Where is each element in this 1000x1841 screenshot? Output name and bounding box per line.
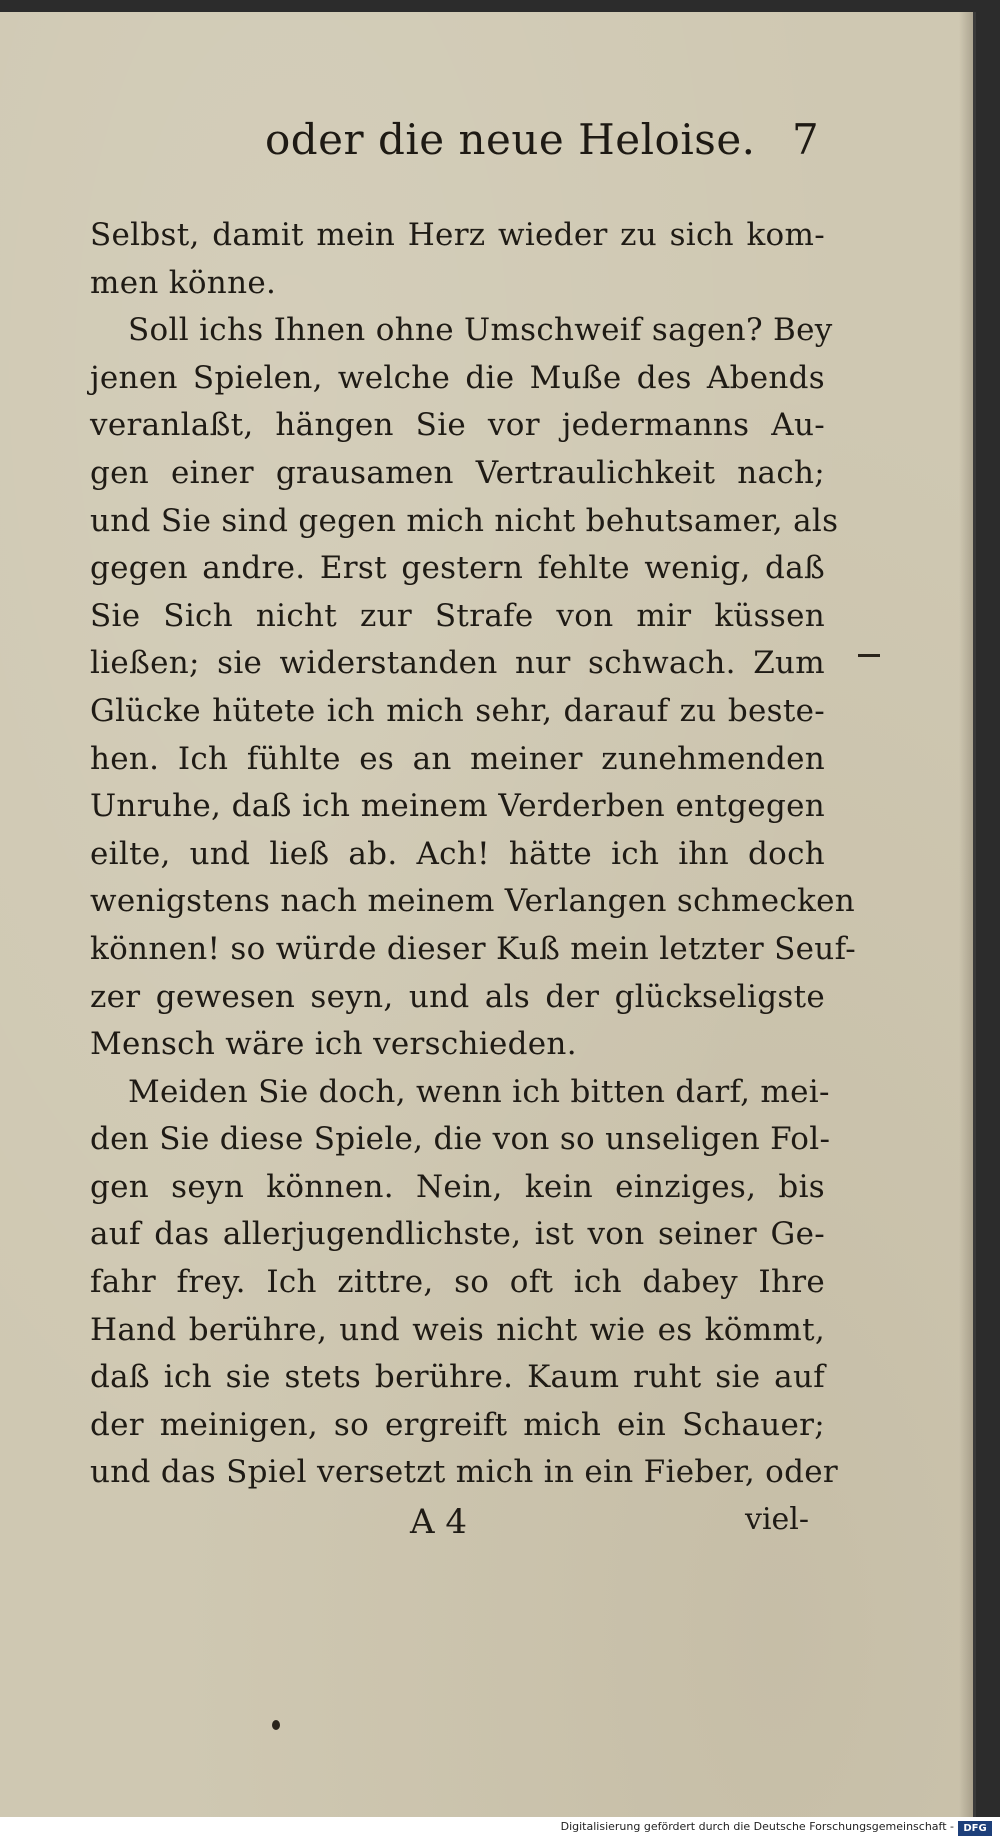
text-line: und Sie sind gegen mich nicht behutsamer, als [90,502,839,539]
text-line: hen. Ich fühlte es an meiner zunehmenden [90,740,825,777]
text-line: fahr frey. Ich zittre, so oft ich dabey Ihre [90,1264,825,1301]
text-line: eilte, und ließ ab. Ach! hätte ich ihn doch [90,835,825,872]
text-line: den Sie diese Spiele, die von so unseligen Fol- [90,1121,831,1158]
digitization-credit-bar [0,1817,1000,1841]
text-line: Glücke hütete ich mich sehr, darauf zu beste- [90,692,825,729]
book-page [0,12,976,1817]
text-line: können! so würde dieser Kuß mein letzter Seuf- [90,930,857,967]
page-header [0,115,976,175]
page-number: 7 [792,115,819,164]
digitization-credit: Digitalisierung gefördert durch die Deutsche Forschungsgemeinschaft - [560,1820,954,1833]
text-line: gen einer grausamen Vertraulichkeit nach; [90,454,825,491]
signature-mark: A 4 [410,1502,467,1542]
text-line: jenen Spielen, welche die Muße des Abends [90,359,825,396]
dfg-logo: DFG [958,1821,992,1836]
text-line: daß ich sie stets berühre. Kaum ruht sie auf [90,1359,825,1396]
text-line-paragraph-start: Meiden Sie doch, wenn ich bitten darf, mei- [128,1073,830,1110]
text-line: zer gewesen seyn, und als der glückseligste [90,978,825,1015]
text-line: Selbst, damit mein Herz wieder zu sich kom- [90,217,825,253]
text-line: gen seyn können. Nein, kein einziges, bis [90,1168,825,1205]
text-line: men könne. [90,264,277,301]
ink-spot [272,1720,280,1730]
text-line: gegen andre. Erst gestern fehlte wenig, daß [90,550,825,587]
text-line: der meinigen, so ergreift mich ein Schauer; [90,1406,825,1443]
page-footer [0,1502,976,1552]
text-line: Hand berühre, und weis nicht wie es kömmt, [90,1311,825,1348]
text-line: Sie Sich nicht zur Strafe von mir küssen [90,597,825,634]
text-line: Mensch wäre ich verschieden. [90,1026,577,1063]
text-line: auf das allerjugendlichste, ist von seiner Ge- [90,1216,825,1253]
text-line-paragraph-start: Soll ichs Ihnen ohne Umschweif sagen? Bey [128,312,833,349]
text-line: wenigstens nach meinem Verlangen schmecken [90,883,856,920]
text-line: veranlaßt, hängen Sie vor jedermanns Au- [90,407,825,444]
catchword: viel- [745,1502,810,1537]
text-line: ließen; sie widerstanden nur schwach. Zum [90,645,825,682]
margin-mark [858,654,880,657]
text-line: und das Spiel versetzt mich in ein Fieber, oder [90,1454,839,1491]
running-title: oder die neue Heloise. [265,115,756,164]
text-line: Unruhe, daß ich meinem Verderben entgegen [90,788,825,825]
body-text [90,212,857,1497]
